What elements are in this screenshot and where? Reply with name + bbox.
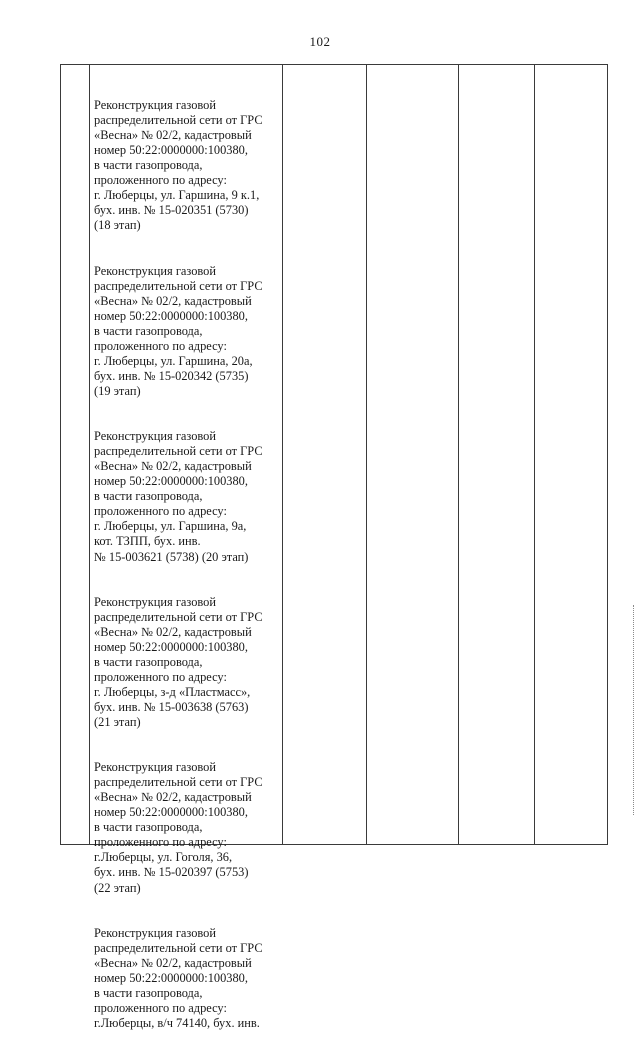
column-divider-1 — [89, 65, 90, 844]
column-divider-4 — [458, 65, 459, 844]
object-entry-19: Реконструкция газовой распределительной сети от ГРС «Весна» № 02/2, кадастровый номер 50:22:0000000:100380, в части газопровода, проложенного по адресу: г. Люберцы, ул. Гаршина, 20а, бух. инв. № 15-020342 (5735) (19 этап) — [94, 263, 263, 398]
document-table — [60, 64, 608, 1030]
page-number: 102 — [309, 34, 331, 49]
object-entry-18: Реконструкция газовой распределительной сети от ГРС «Весна» № 02/2, кадастровый номер 50:22:0000000:100380, в части газопровода, проложенного по адресу: г. Люберцы, ул. Гаршина, 9 к.1, бух. инв. № 15-020351 (5730) (18 этап) — [94, 98, 263, 233]
description-cell — [94, 68, 286, 1061]
object-entry-20: Реконструкция газовой распределительной сети от ГРС «Весна» № 02/2, кадастровый номер 50:22:0000000:100380, в части газопровода, проложенного по адресу: г. Люберцы, ул. Гаршина, 9а, кот. ТЗПП, бух. инв. № 15-003621 (5738) (20 этап) — [94, 429, 263, 564]
scan-margin-mark — [633, 605, 637, 815]
column-divider-3 — [366, 65, 367, 844]
object-entry-21: Реконструкция газовой распределительной сети от ГРС «Весна» № 02/2, кадастровый номер 50:22:0000000:100380, в части газопровода, проложенного по адресу: г. Люберцы, з-д «Пластмасс», бух. инв. № 15-003638 (5763) (21 этап) — [94, 594, 263, 730]
object-entry-22: Реконструкция газовой распределительной сети от ГРС «Весна» № 02/2, кадастровый номер 50:22:0000000:100380, в части газопровода, проложенного по адресу: г.Люберцы, ул. Гоголя, 36, бух. инв. № 15-020397 (5753) (22 этап) — [94, 760, 263, 895]
column-divider-5 — [534, 65, 535, 844]
object-entry-23: Реконструкция газовой распределительной сети от ГРС «Весна» № 02/2, кадастровый номер 50:22:0000000:100380, в части газопровода, проложенного по адресу: г.Люберцы, в/ч 74140, бух. инв. — [94, 925, 263, 1030]
